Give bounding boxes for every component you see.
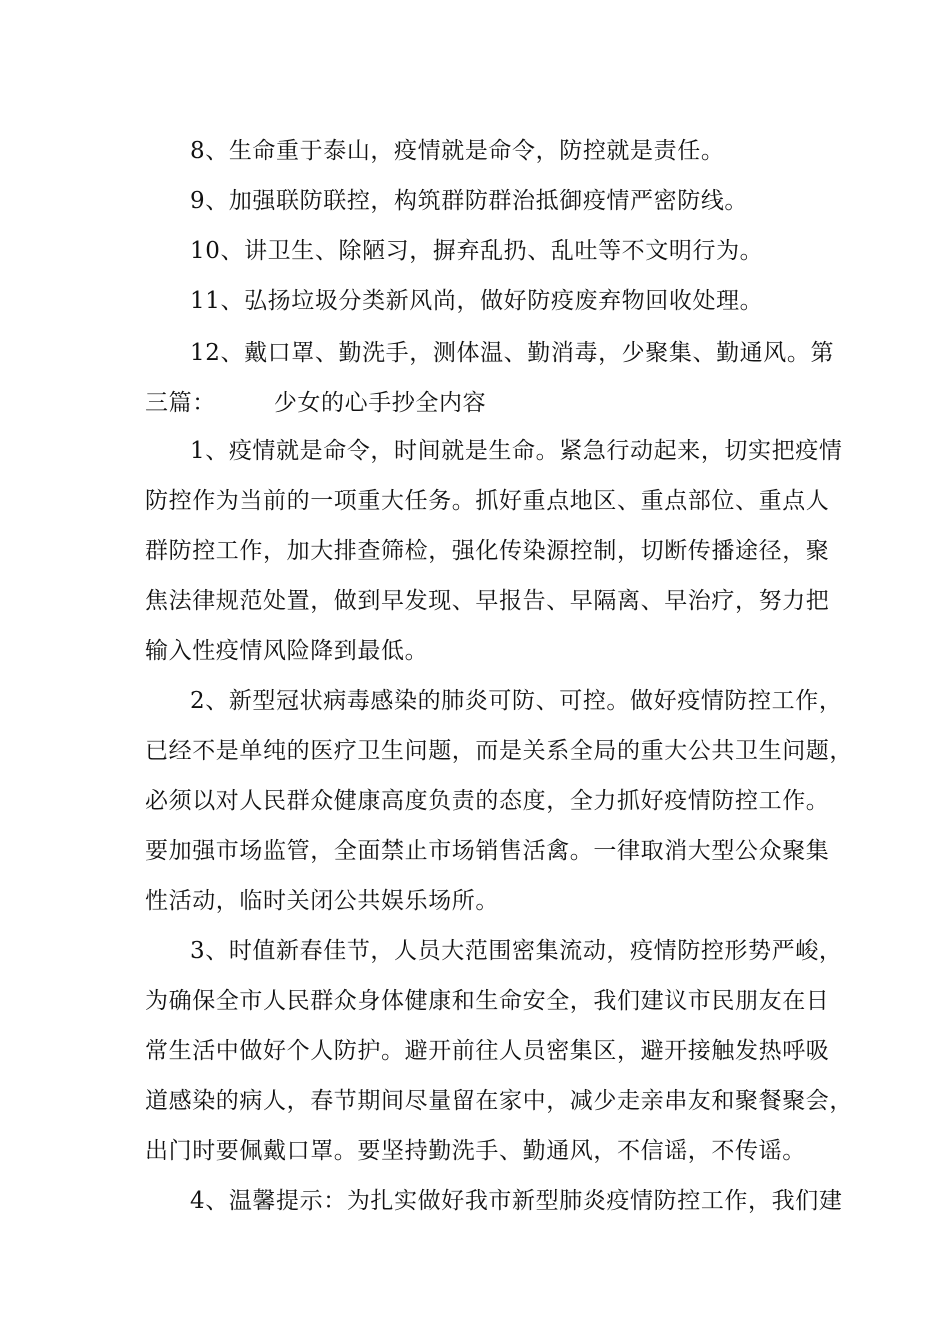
text-line-10: 焦法律规范处置，做到早发现、早报告、早隔离、早治疗，努力把	[145, 588, 830, 614]
text-line-5: 12、戴口罩、勤洗手，测体温、勤消毒，少聚集、勤通风。第	[190, 340, 835, 366]
text-line-3: 10、讲卫生、除陋习，摒弃乱扔、乱吐等不文明行为。	[190, 238, 764, 264]
text-line-1: 8、生命重于泰山，疫情就是命令，防控就是责任。	[190, 138, 725, 164]
text-line-18: 为确保全市人民群众身体健康和生命安全，我们建议市民朋友在日	[145, 988, 830, 1014]
section-title: 少女的心手抄全内容	[273, 390, 487, 416]
text-line-2: 9、加强联防联控，构筑群防群治抵御疫情严密防线。	[190, 188, 749, 214]
section-label: 三篇：	[145, 390, 216, 416]
text-line-15: 要加强市场监管，全面禁止市场销售活禽。一律取消大型公众聚集	[145, 838, 830, 864]
text-line-22: 4、温馨提示：为扎实做好我市新型肺炎疫情防控工作，我们建	[190, 1188, 843, 1214]
text-line-6	[145, 388, 486, 418]
text-line-11: 输入性疫情风险降到最低。	[145, 638, 429, 664]
text-line-19: 常生活中做好个人防护。避开前往人员密集区，避开接触发热呼吸	[145, 1038, 830, 1064]
text-line-12: 2、新型冠状病毒感染的肺炎可防、可控。做好疫情防控工作，	[190, 688, 843, 714]
text-line-17: 3、时值新春佳节，人员大范围密集流动，疫情防控形势严峻，	[190, 938, 843, 964]
text-line-8: 防控作为当前的一项重大任务。抓好重点地区、重点部位、重点人	[145, 488, 830, 514]
text-line-4: 11、弘扬垃圾分类新风尚，做好防疫废弃物回收处理。	[190, 288, 764, 314]
text-line-16: 性活动，临时关闭公共娱乐场所。	[145, 888, 499, 914]
text-line-9: 群防控工作，加大排查筛检，强化传染源控制，切断传播途径，聚	[145, 538, 830, 564]
text-line-21: 出门时要佩戴口罩。要坚持勤洗手、勤通风，不信谣，不传谣。	[145, 1138, 806, 1164]
text-line-13: 已经不是单纯的医疗卫生问题，而是关系全局的重大公共卫生问题，	[145, 738, 853, 764]
text-line-14: 必须以对人民群众健康高度负责的态度，全力抓好疫情防控工作。	[145, 788, 830, 814]
text-line-7: 1、疫情就是命令，时间就是生命。紧急行动起来，切实把疫情	[190, 438, 843, 464]
text-line-20: 道感染的病人，春节期间尽量留在家中，减少走亲串友和聚餐聚会，	[145, 1088, 853, 1114]
